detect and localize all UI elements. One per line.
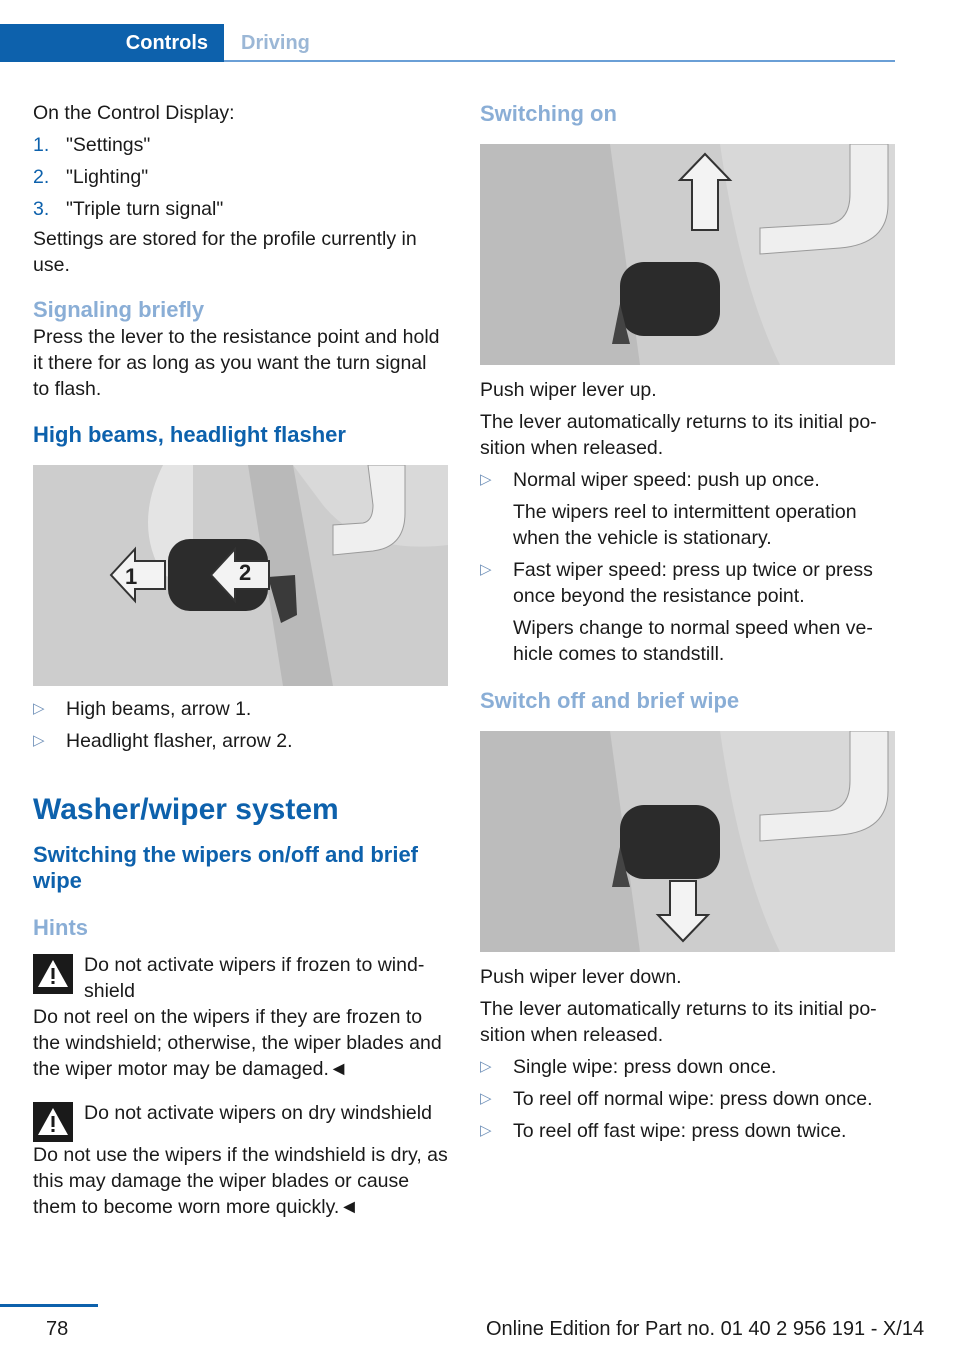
triangle-bullet-icon: ▷: [480, 1090, 492, 1107]
warning-text: Do not use the wipers if the windshield is dry, as this may damage the wiper blades or cause them to become worn more quickly.◄: [33, 1144, 448, 1218]
returns-down-text: The lever automatically returns to its initial po-sition when released.: [480, 998, 877, 1046]
push-down-text: Push wiper lever down.: [480, 966, 682, 988]
list-item-subtext: The wipers reel to intermittent operation when the vehicle is stationary.: [513, 501, 857, 549]
step-text: "Triple turn signal": [66, 198, 224, 220]
list-item-text: Normal wiper speed: push up once.: [513, 469, 820, 491]
list-item-subtext: Wipers change to normal speed when ve-hicle comes to standstill.: [513, 617, 873, 665]
step-number: 3.: [33, 198, 50, 220]
list-item: [33, 164, 448, 190]
step-number: 2.: [33, 166, 50, 188]
triangle-bullet-icon: ▷: [480, 561, 492, 578]
list-item: [33, 696, 448, 722]
left-column: [33, 100, 448, 1226]
settings-note: Settings are stored for the profile currently in use.: [33, 228, 417, 276]
warning-icon: [33, 1102, 73, 1142]
high-beams-heading: High beams, headlight flasher: [33, 422, 346, 447]
wiper-down-image: [480, 731, 895, 952]
list-item: [480, 1118, 895, 1144]
push-up-text: Push wiper lever up.: [480, 379, 657, 401]
down-list: [480, 1054, 895, 1144]
list-item-text: To reel off fast wipe: press down twice.: [513, 1120, 847, 1142]
tab-driving[interactable]: Driving: [241, 31, 310, 54]
triangle-bullet-icon: ▷: [480, 471, 492, 488]
wiper-up-image: [480, 144, 895, 365]
header-tabs: [0, 24, 895, 62]
triangle-bullet-icon: ▷: [480, 1058, 492, 1075]
tab-controls[interactable]: Controls: [0, 24, 224, 62]
section-title: Washer/wiper system: [33, 793, 339, 826]
list-item: [480, 557, 895, 667]
switch-off-heading: Switch off and brief wipe: [480, 688, 740, 713]
warning-title: Do not activate wipers on dry windshield: [84, 1102, 432, 1124]
switching-on-heading: Switching on: [480, 101, 617, 126]
triangle-bullet-icon: ▷: [33, 732, 45, 749]
list-item: [33, 196, 448, 222]
settings-steps: [33, 132, 448, 222]
list-item: [480, 467, 895, 551]
warning-frozen: [33, 952, 448, 1004]
high-beam-lever-image: [33, 465, 448, 686]
list-item: [33, 728, 448, 754]
step-number: 1.: [33, 134, 50, 156]
list-item-text: Single wipe: press down once.: [513, 1056, 777, 1078]
warning-dry: [33, 1100, 448, 1142]
up-list: [480, 467, 895, 667]
intro-text: On the Control Display:: [33, 102, 235, 124]
warning-title: Do not activate wipers if frozen to wind-shield: [84, 954, 425, 1002]
hints-heading: Hints: [33, 915, 88, 940]
list-item: [33, 132, 448, 158]
list-item-text: High beams, arrow 1.: [66, 698, 252, 720]
wipers-subheading: Switching the wipers on/off and brief wipe: [33, 842, 419, 893]
triangle-bullet-icon: ▷: [33, 700, 45, 717]
arrow-2-label: 2: [239, 560, 252, 585]
right-column: [480, 100, 895, 1144]
edition-text: Online Edition for Part no. 01 40 2 956 191 - X/14: [486, 1318, 925, 1340]
warning-text: Do not reel on the wipers if they are frozen to the windshield; otherwise, the wiper blades and the wiper motor may be damaged.◄: [33, 1006, 442, 1080]
signaling-text: Press the lever to the resistance point and hold it there for as long as you want the turn signal to flash.: [33, 326, 440, 400]
returns-up-text: The lever automatically returns to its initial po-sition when released.: [480, 411, 877, 459]
list-item-text: Fast wiper speed: press up twice or press once beyond the resistance point.: [513, 559, 873, 607]
step-text: "Lighting": [66, 166, 149, 188]
footer-rule: [0, 1304, 98, 1307]
step-text: "Settings": [66, 134, 151, 156]
page-number: 78: [46, 1318, 69, 1340]
triangle-bullet-icon: ▷: [480, 1122, 492, 1139]
signaling-heading: Signaling briefly: [33, 297, 205, 322]
list-item-text: To reel off normal wipe: press down once.: [513, 1088, 873, 1110]
arrow-1-label: 1: [125, 564, 138, 589]
warning-icon: [33, 954, 73, 994]
beam-list: [33, 696, 448, 754]
list-item: [480, 1086, 895, 1112]
list-item: [480, 1054, 895, 1080]
list-item-text: Headlight flasher, arrow 2.: [66, 730, 293, 752]
